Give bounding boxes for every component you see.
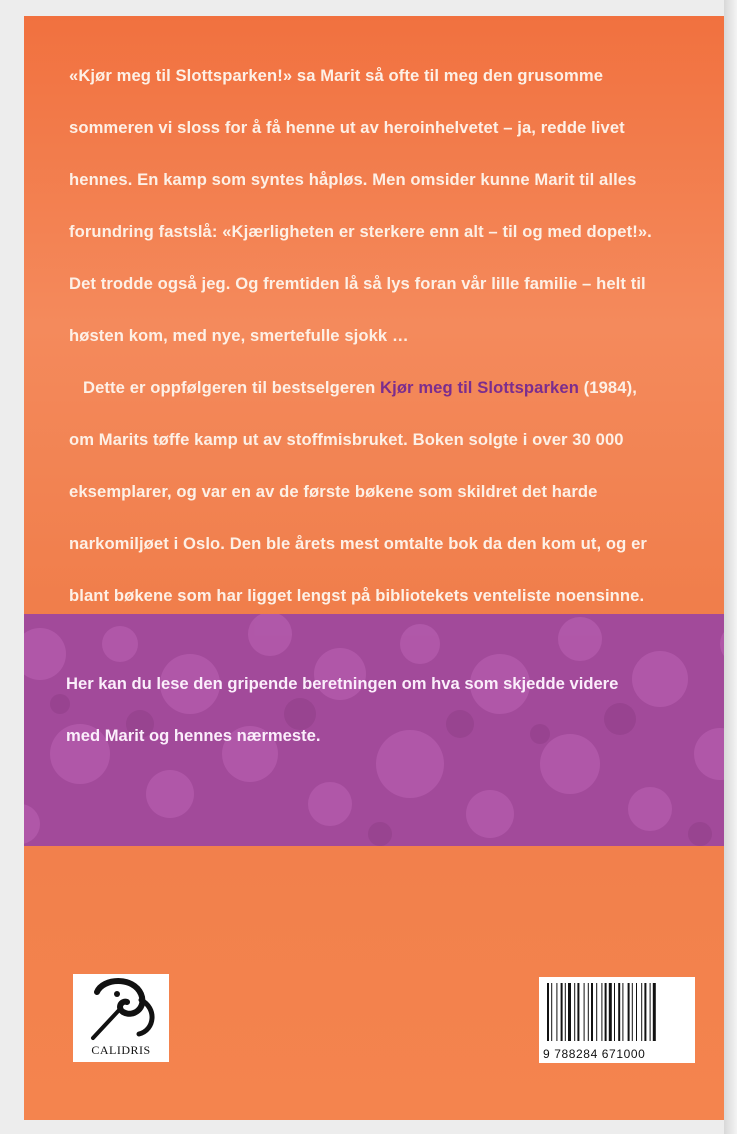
band-text bbox=[66, 658, 706, 762]
band-line: med Marit og hennes nærmeste. bbox=[66, 726, 321, 745]
barcode-bars bbox=[545, 983, 689, 1041]
book-title-reference: Kjør meg til Slottsparken bbox=[380, 378, 579, 397]
purple-lace-band bbox=[24, 614, 724, 846]
publisher-name: CALIDRIS bbox=[91, 1043, 151, 1057]
blurb-line: forundring fastslå: «Kjærligheten er sterkere enn alt – til og med dopet!». bbox=[69, 222, 652, 241]
blurb-line: hennes. En kamp som syntes håpløs. Men omsider kunne Marit til alles bbox=[69, 170, 637, 189]
isbn-barcode bbox=[539, 977, 695, 1063]
blurb-line: (1984), bbox=[578, 378, 637, 397]
blurb-line: narkomiljøet i Oslo. Den ble årets mest omtalte bok da den kom ut, og er bbox=[69, 534, 647, 553]
publisher-logo bbox=[73, 974, 169, 1062]
blurb-paragraph-1 bbox=[69, 50, 709, 362]
blurb-line: Dette er oppfølgeren til bestselgeren bbox=[83, 378, 381, 397]
isbn-number: 9 788284 671000 bbox=[543, 1047, 646, 1061]
blurb-line: eksemplarer, og var en av de første bøkene som skildret det harde bbox=[69, 482, 598, 501]
blurb-line: om Marits tøffe kamp ut av stoffmisbruket. Boken solgte i over 30 000 bbox=[69, 430, 624, 449]
page-edge bbox=[724, 0, 737, 1134]
blurb-line: Det trodde også jeg. Og fremtiden lå så lys foran vår lille familie – helt til bbox=[69, 274, 646, 293]
blurb-text bbox=[69, 50, 709, 622]
blurb-line: sommeren vi sloss for å få henne ut av heroinhelvetet – ja, redde livet bbox=[69, 118, 625, 137]
blurb-paragraph-2 bbox=[69, 362, 709, 622]
back-cover bbox=[24, 16, 724, 1120]
blurb-line: høsten kom, med nye, smertefulle sjokk … bbox=[69, 326, 409, 345]
blurb-line: «Kjør meg til Slottsparken!» sa Marit så ofte til meg den grusomme bbox=[69, 66, 604, 85]
bird-logo-icon bbox=[77, 976, 165, 1042]
band-line: Her kan du lese den gripende beretningen om hva som skjedde videre bbox=[66, 674, 619, 693]
blurb-line: blant bøkene som har ligget lengst på bibliotekets venteliste noensinne. bbox=[69, 586, 645, 605]
